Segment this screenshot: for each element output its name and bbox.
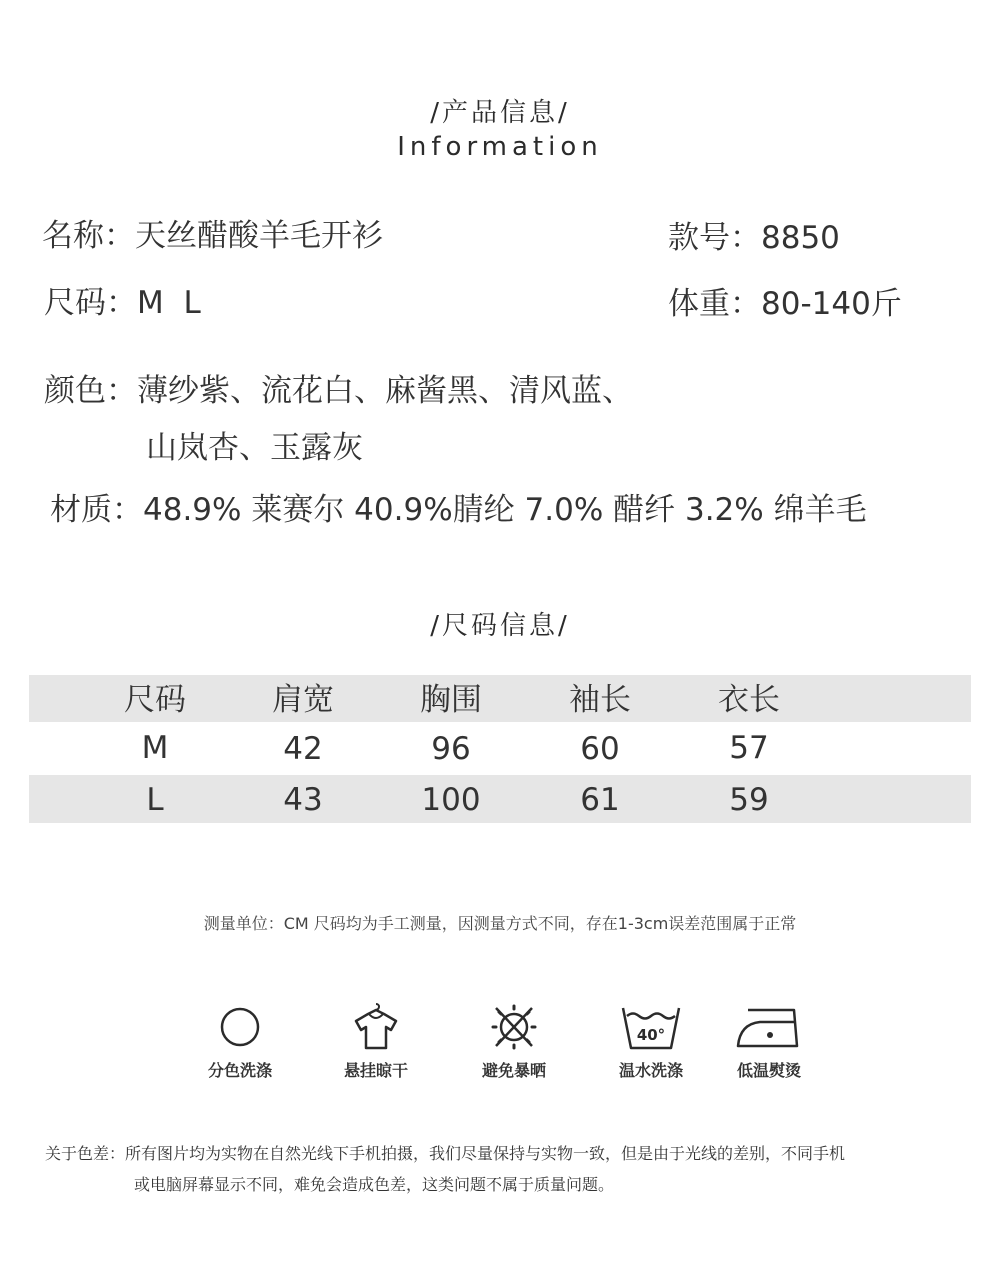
weight-label: 体重：: [668, 286, 761, 322]
header-cell-shoulder: 肩宽: [272, 682, 334, 718]
table-row: [29, 775, 971, 823]
color-value-line1: 薄纱紫、流花白、麻酱黑、清风蓝、: [137, 373, 633, 409]
product-name-value: 天丝醋酸羊毛开衫: [135, 218, 383, 254]
care-item-no-sun: [464, 1002, 564, 1081]
color-value-line2: 山岚杏、玉露灰: [146, 430, 363, 466]
size-table: [29, 675, 971, 823]
table-cell: 100: [421, 782, 481, 818]
table-cell: L: [146, 782, 164, 818]
weight-row: [668, 278, 902, 323]
care-item-warm-wash: [601, 1002, 701, 1081]
wash-temp-text: 40°: [636, 1026, 666, 1044]
header-cell-size: 尺码: [124, 682, 186, 718]
color-note-line1: 关于色差：所有图片均为实物在自然光线下手机拍摄，我们尽量保持与实物一致，但是由于光线的差别，不同手机: [45, 1144, 846, 1163]
care-label: 悬挂晾干: [343, 1061, 408, 1080]
color-note-line2: 或电脑屏幕显示不同，难免会造成色差，这类问题不属于质量问题。: [134, 1175, 615, 1194]
style-number-value: 8850: [761, 220, 840, 256]
header-cell-chest: 胸围: [420, 682, 482, 718]
low-iron-icon: [719, 1002, 819, 1052]
care-label: 避免暴晒: [481, 1061, 546, 1080]
size-value: M L: [137, 285, 201, 321]
product-info-subtitle: Information: [397, 132, 603, 162]
measurement-note: 测量单位：CM 尺码均为手工测量，因测量方式不同，存在1-3cm误差范围属于正常: [203, 914, 797, 933]
size-label: 尺码：: [44, 285, 137, 321]
product-info-title: /产品信息/: [430, 98, 570, 128]
care-item-hang-dry: [326, 1002, 426, 1081]
table-cell: 59: [729, 782, 769, 818]
size-info-title: /尺码信息/: [430, 611, 570, 641]
care-item-wash: [190, 1002, 290, 1081]
table-cell: 42: [283, 731, 323, 767]
material-value: 48.9% 莱赛尔 40.9%腈纶 7.0% 醋纤 3.2% 绵羊毛: [143, 492, 867, 528]
material-row: [50, 484, 867, 529]
wash-40-icon: [601, 1002, 701, 1052]
style-number-row: [668, 212, 840, 257]
no-sun-icon: [464, 1002, 564, 1052]
table-cell: 57: [729, 730, 769, 766]
product-name-row: [42, 210, 383, 255]
table-header-row: [29, 675, 971, 722]
material-label: 材质：: [50, 492, 143, 528]
table-cell: 60: [580, 731, 620, 767]
table-cell: 96: [431, 731, 471, 767]
table-cell: M: [141, 730, 169, 766]
care-label: 温水洗涤: [618, 1061, 683, 1080]
care-label: 低温熨烫: [736, 1061, 801, 1080]
care-label: 分色洗涤: [207, 1061, 272, 1080]
table-row: [29, 722, 971, 775]
color-row: [44, 365, 633, 410]
circle-wash-icon: [190, 1002, 290, 1052]
size-row: [44, 277, 201, 322]
table-cell: 43: [283, 782, 323, 818]
care-item-low-iron: [719, 1002, 819, 1081]
header-cell-length: 衣长: [718, 682, 780, 718]
header-cell-sleeve: 袖长: [569, 682, 631, 718]
table-cell: 61: [580, 782, 620, 818]
color-label: 颜色：: [44, 373, 137, 409]
product-name-label: 名称：: [42, 218, 135, 254]
weight-value: 80-140斤: [761, 286, 902, 322]
style-number-label: 款号：: [668, 220, 761, 256]
hanging-shirt-icon: [326, 1002, 426, 1052]
